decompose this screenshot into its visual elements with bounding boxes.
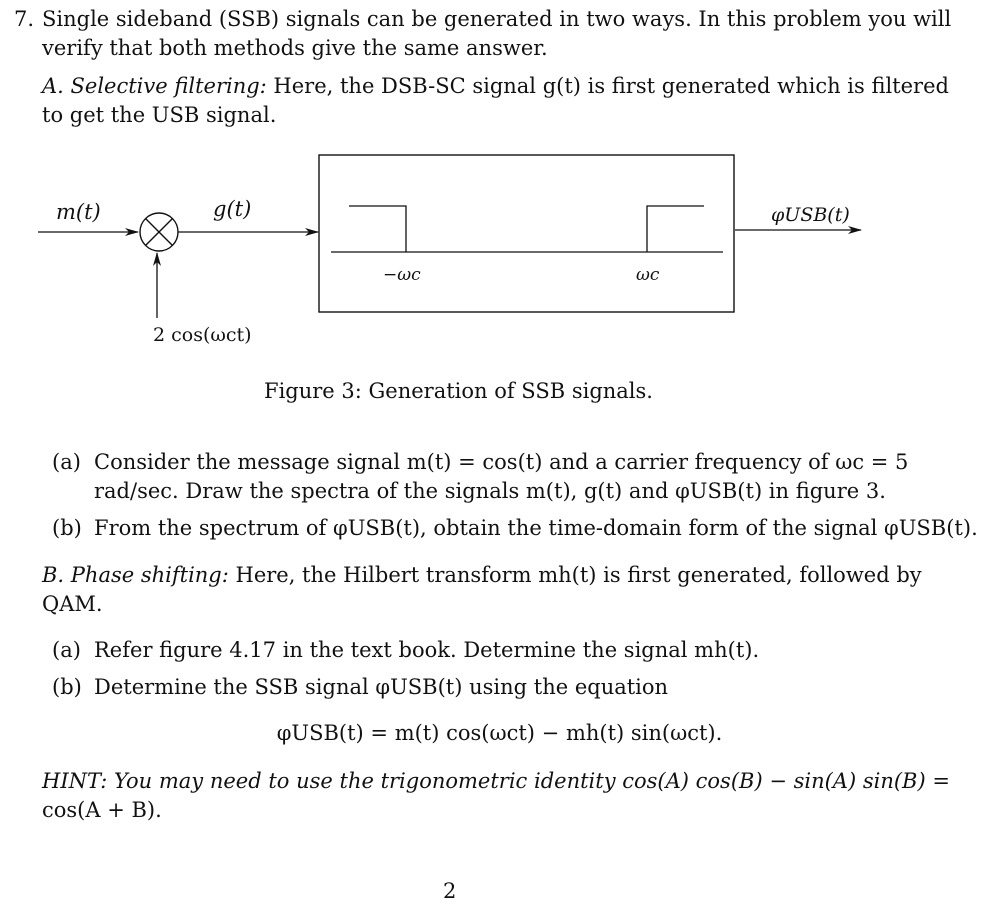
part-a-q-a-line-2: rad/sec. Draw the spectra of the signals m(t), g(t) and φUSB(t) in figure 3. — [94, 479, 886, 503]
part-b-label: B. Phase shifting: — [42, 563, 229, 587]
part-a-line-1-rest: Here, the DSB-SC signal g(t) is first generated which is filtered — [266, 74, 949, 98]
part-b-line-1-rest: Here, the Hilbert transform mh(t) is first generated, followed by — [228, 563, 922, 587]
mixer-icon — [140, 213, 178, 251]
part-a-line-2: to get the USB signal. — [42, 103, 277, 127]
part-b-q-b-marker: (b) — [52, 675, 82, 699]
part-a-q-b-line-1: From the spectrum of φUSB(t), obtain the time-domain form of the signal φUSB(t). — [94, 516, 978, 540]
part-b-line-2: QAM. — [42, 592, 103, 616]
part-b-line-1 — [42, 560, 922, 590]
figure-caption: Figure 3: Generation of SSB signals. — [264, 379, 653, 403]
filter-response-right — [647, 206, 704, 252]
hint-line-1: HINT: You may need to use the trigonometric identity cos(A) cos(B) − sin(A) sin(B) = — [42, 769, 950, 793]
part-b-q-a-line: Refer figure 4.17 in the text book. Determine the signal mh(t). — [94, 638, 760, 662]
page-number: 2 — [443, 879, 457, 903]
problem-number: 7. — [14, 7, 35, 31]
part-a-q-b-marker: (b) — [52, 516, 82, 540]
gt-label: g(t) — [213, 197, 252, 221]
filter-response-left — [349, 206, 406, 252]
part-b-q-b-line: Determine the SSB signal φUSB(t) using the equation — [94, 675, 669, 699]
pos-freq-label: ωc — [636, 265, 660, 285]
part-a-line-1 — [42, 71, 949, 101]
part-b-q-a-marker: (a) — [52, 638, 81, 662]
hint-line-2: cos(A + B). — [42, 798, 162, 822]
carrier-label: 2 cos(ωct) — [153, 324, 252, 346]
ssb-block-diagram — [0, 140, 999, 355]
ssb-equation: φUSB(t) = m(t) cos(ωct) − mh(t) sin(ωct). — [276, 721, 723, 745]
input-label-mt: m(t) — [56, 200, 101, 224]
part-a-label: A. Selective filtering: — [42, 74, 267, 98]
bandpass-filter-box — [319, 155, 734, 312]
intro-line-2: verify that both methods give the same answer. — [42, 36, 548, 60]
intro-line-1: Single sideband (SSB) signals can be generated in two ways. In this problem you will — [42, 7, 952, 31]
part-a-q-a-line-1: Consider the message signal m(t) = cos(t) and a carrier frequency of ωc = 5 — [94, 450, 909, 474]
neg-freq-label: −ωc — [383, 265, 421, 285]
output-label: φUSB(t) — [771, 204, 850, 226]
part-a-q-a-marker: (a) — [52, 450, 81, 474]
